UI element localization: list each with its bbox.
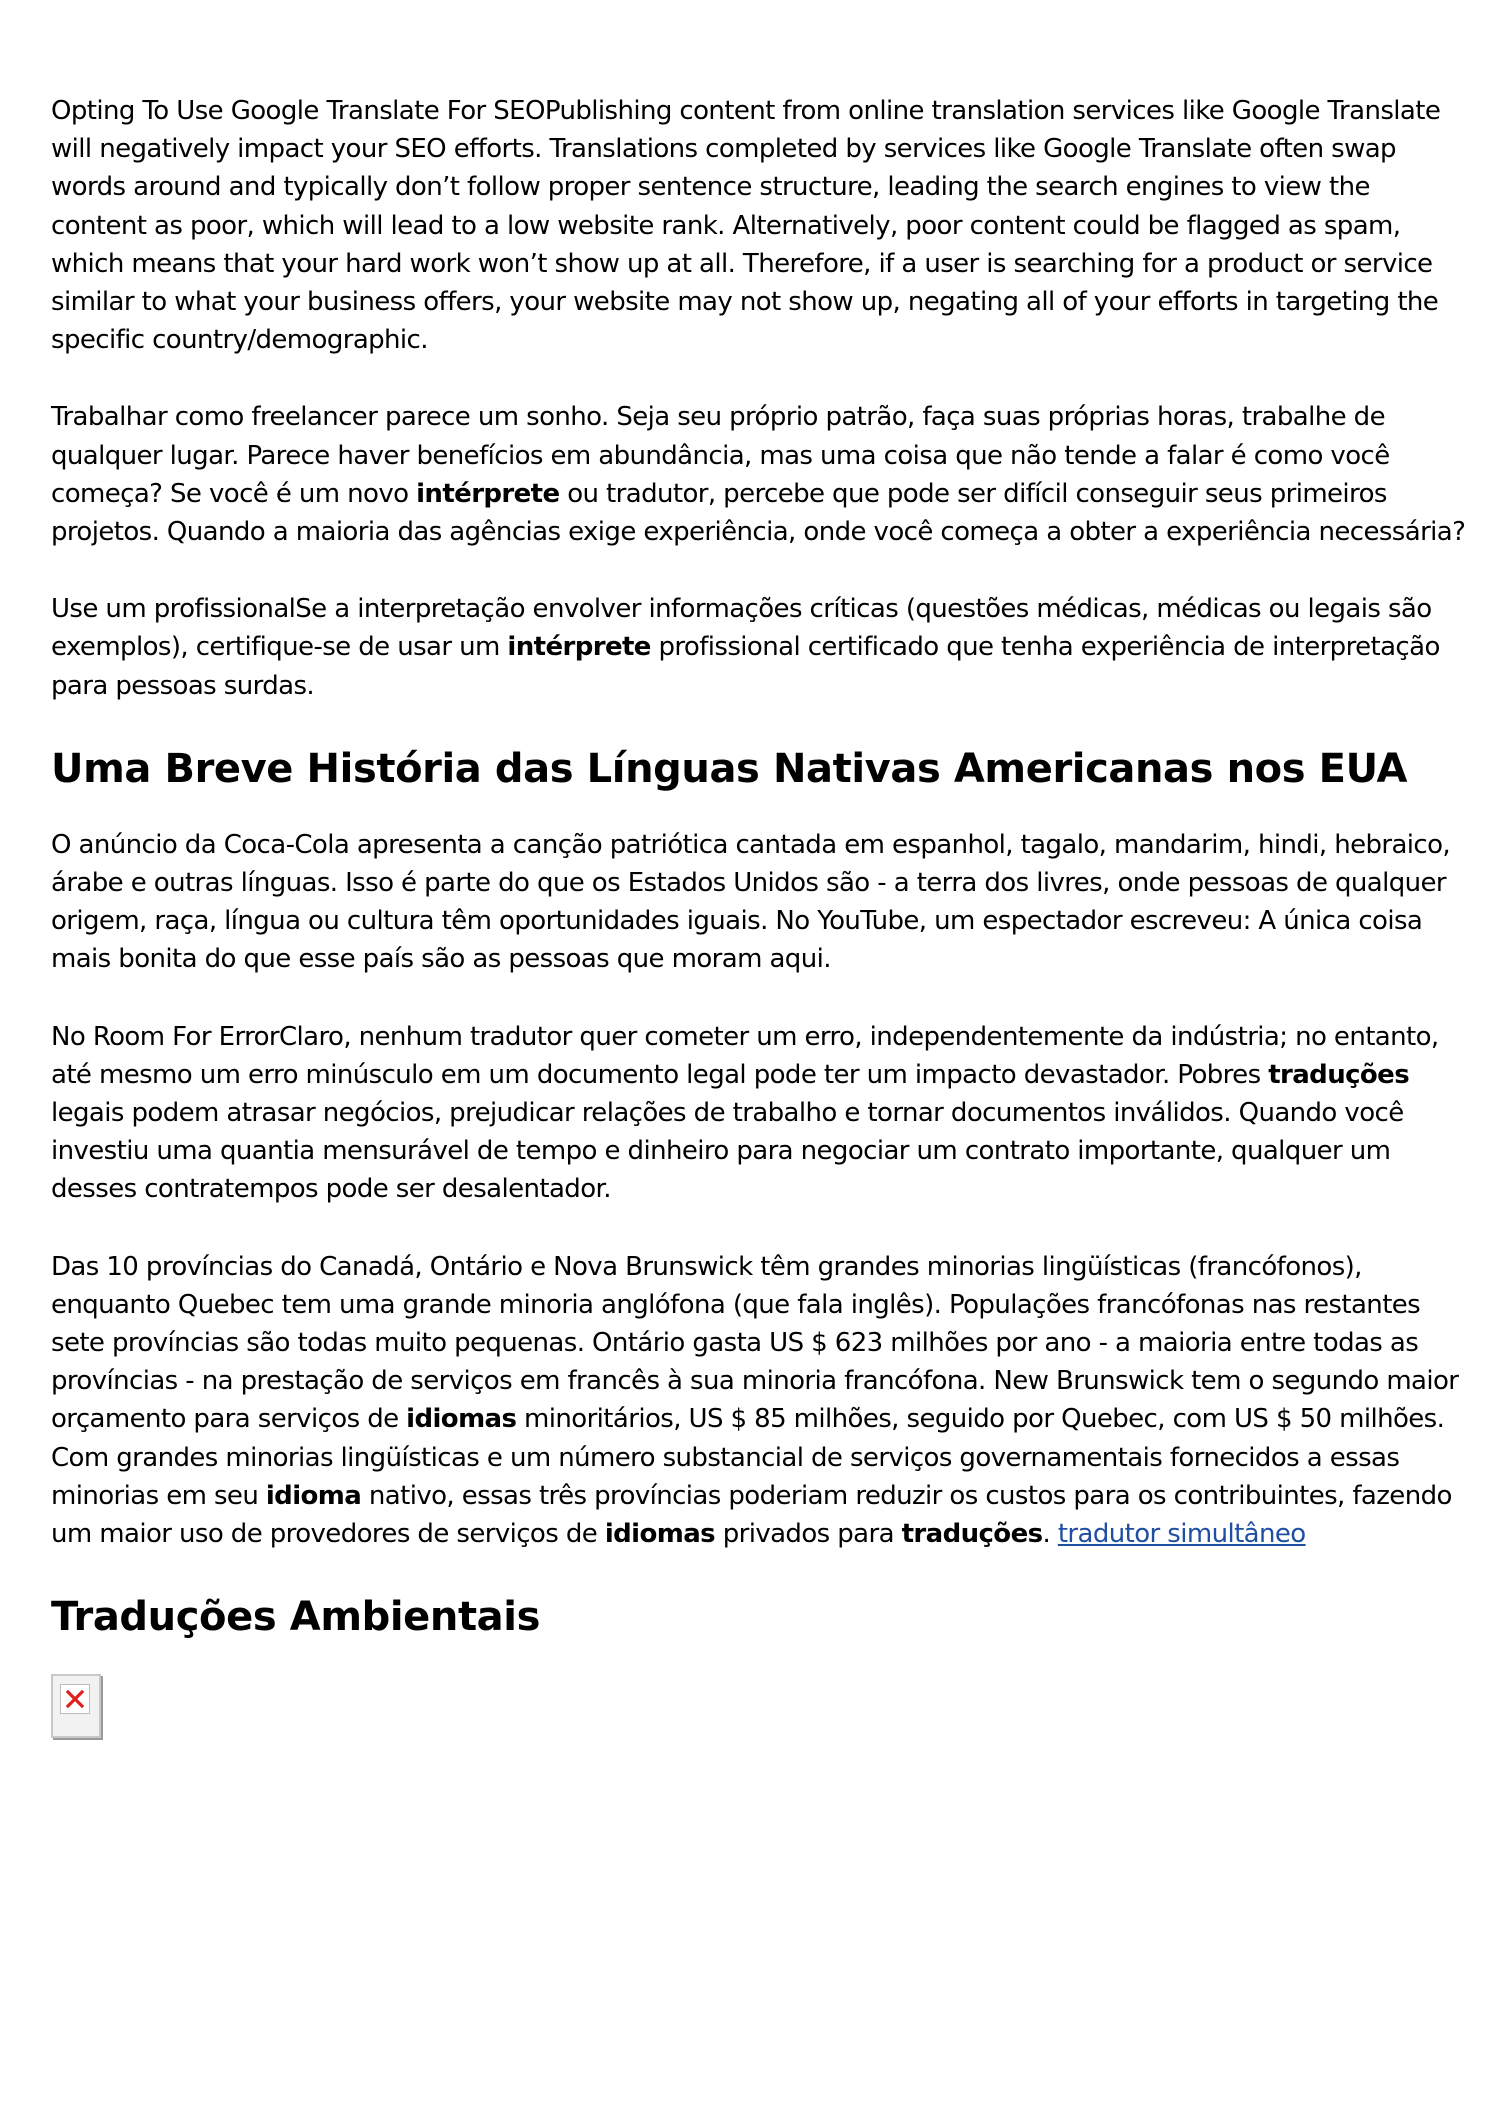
section-heading-traducoes-ambientais: Traduções Ambientais bbox=[51, 1594, 540, 1641]
section-heading-linguas-nativas: Uma Breve História das Línguas Nativas Americanas nos EUA bbox=[51, 745, 1408, 792]
tradutor-simultaneo-link[interactable]: tradutor simultâneo bbox=[1057, 1519, 1306, 1550]
document-page bbox=[51, 92, 1466, 1738]
paragraph-text: . bbox=[1042, 1519, 1058, 1550]
keyword-idioma: idioma bbox=[265, 1480, 362, 1511]
keyword-traducoes: traduções bbox=[901, 1519, 1043, 1550]
red-x-icon bbox=[64, 1688, 86, 1710]
keyword-interprete: intérprete bbox=[507, 632, 651, 663]
broken-image-frame bbox=[60, 1684, 90, 1714]
paragraph-coca-cola: O anúncio da Coca-Cola apresenta a canção patriótica cantada em espanhol, tagalo, mandarim, hindi, hebraico, árabe e outras línguas. Isso é parte do que os Estados Unidos são - a terra dos livres, onde pessoas de qualquer origem, raça, língua ou cultura têm oportunidades iguais. No YouTube, um espectador escreveu: A única coisa mais bonita do que esse país são as pessoas que moram aqui. bbox=[51, 829, 1451, 975]
paragraph-text: Trabalhar como freelancer parece um sonho. Seja seu próprio patrão, faça suas próprias horas, trabalhe de qualquer lugar. Parece haver benefícios em abundância, mas uma coisa que não tende a falar é como você começa? Se você é um novo bbox=[51, 402, 1390, 509]
paragraph-text: minoritários, US $ 85 milhões, seguido por Quebec, com US $ 50 milhões. Com grandes minorias lingüísticas e um número substancial de serviços governamentais fornecidos a essas minorias em seu bbox=[51, 1404, 1445, 1511]
paragraph-text: privados para bbox=[715, 1519, 902, 1550]
broken-image-icon bbox=[51, 1674, 101, 1738]
paragraph-text: No Room For ErrorClaro, nenhum tradutor quer cometer um erro, independentemente da indústria; no entanto, até mesmo um erro minúsculo em um documento legal pode ter um impacto devastador. Pobres bbox=[51, 1021, 1439, 1090]
paragraph-profissional bbox=[51, 590, 1466, 705]
paragraph-text: ou tradutor, percebe que pode ser difícil conseguir seus primeiros projetos. Quando a maioria das agências exige experiência, onde você começa a obter a experiência necessária? bbox=[51, 478, 1466, 548]
paragraph-text: Use um profissionalSe a interpretação envolver informações críticas (questões médicas, médicas ou legais são exemplos), certifique-se de usar um bbox=[51, 594, 1432, 663]
paragraph-text: nativo, essas três províncias poderiam reduzir os custos para os contribuintes, fazendo um maior uso de provedores de serviços de bbox=[51, 1480, 1452, 1550]
paragraph-google-translate-seo: Opting To Use Google Translate For SEOPublishing content from online translation services like Google Translate will negatively impact your SEO efforts. Translations completed by services like Google Translate often swap words around and typically don’t follow proper sentence structure, leading the search engines to view the content as poor, which will lead to a low website rank. Alternatively, poor content could be flagged as spam, which means that your hard work won’t show up at all. Therefore, if a user is searching for a product or service similar to what your business offers, your website may not show up, negating all of your efforts in targeting the specific country/demographic. bbox=[51, 96, 1441, 356]
paragraph-canada-provincias bbox=[51, 1248, 1466, 1554]
paragraph-text: legais podem atrasar negócios, prejudicar relações de trabalho e tornar documentos inválidos. Quando você investiu uma quantia mensurável de tempo e dinheiro para negociar um contrato importante, qualquer um desses contratempos pode ser desalentador. bbox=[51, 1098, 1404, 1205]
paragraph-text: profissional certificado que tenha experiência de interpretação para pessoas surdas. bbox=[51, 632, 1440, 701]
keyword-interprete: intérprete bbox=[416, 478, 560, 509]
paragraph-text: Das 10 províncias do Canadá, Ontário e Nova Brunswick têm grandes minorias lingüísticas (francófonos), enquanto Quebec tem uma grande minoria anglófona (que fala inglês). Populações francófonas nas restantes sete províncias são todas muito pequenas. Ontário gasta US $ 623 milhões por ano - a maioria entre todas as províncias - na prestação de serviços em francês à sua minoria francófona. New Brunswick tem o segundo maior orçamento para serviços de bbox=[51, 1251, 1459, 1435]
paragraph-freelancer bbox=[51, 398, 1466, 551]
paragraph-no-room-for-error bbox=[51, 1018, 1466, 1209]
keyword-idiomas: idiomas bbox=[406, 1404, 517, 1435]
keyword-traducoes: traduções bbox=[1268, 1059, 1410, 1090]
keyword-idiomas: idiomas bbox=[604, 1519, 716, 1550]
